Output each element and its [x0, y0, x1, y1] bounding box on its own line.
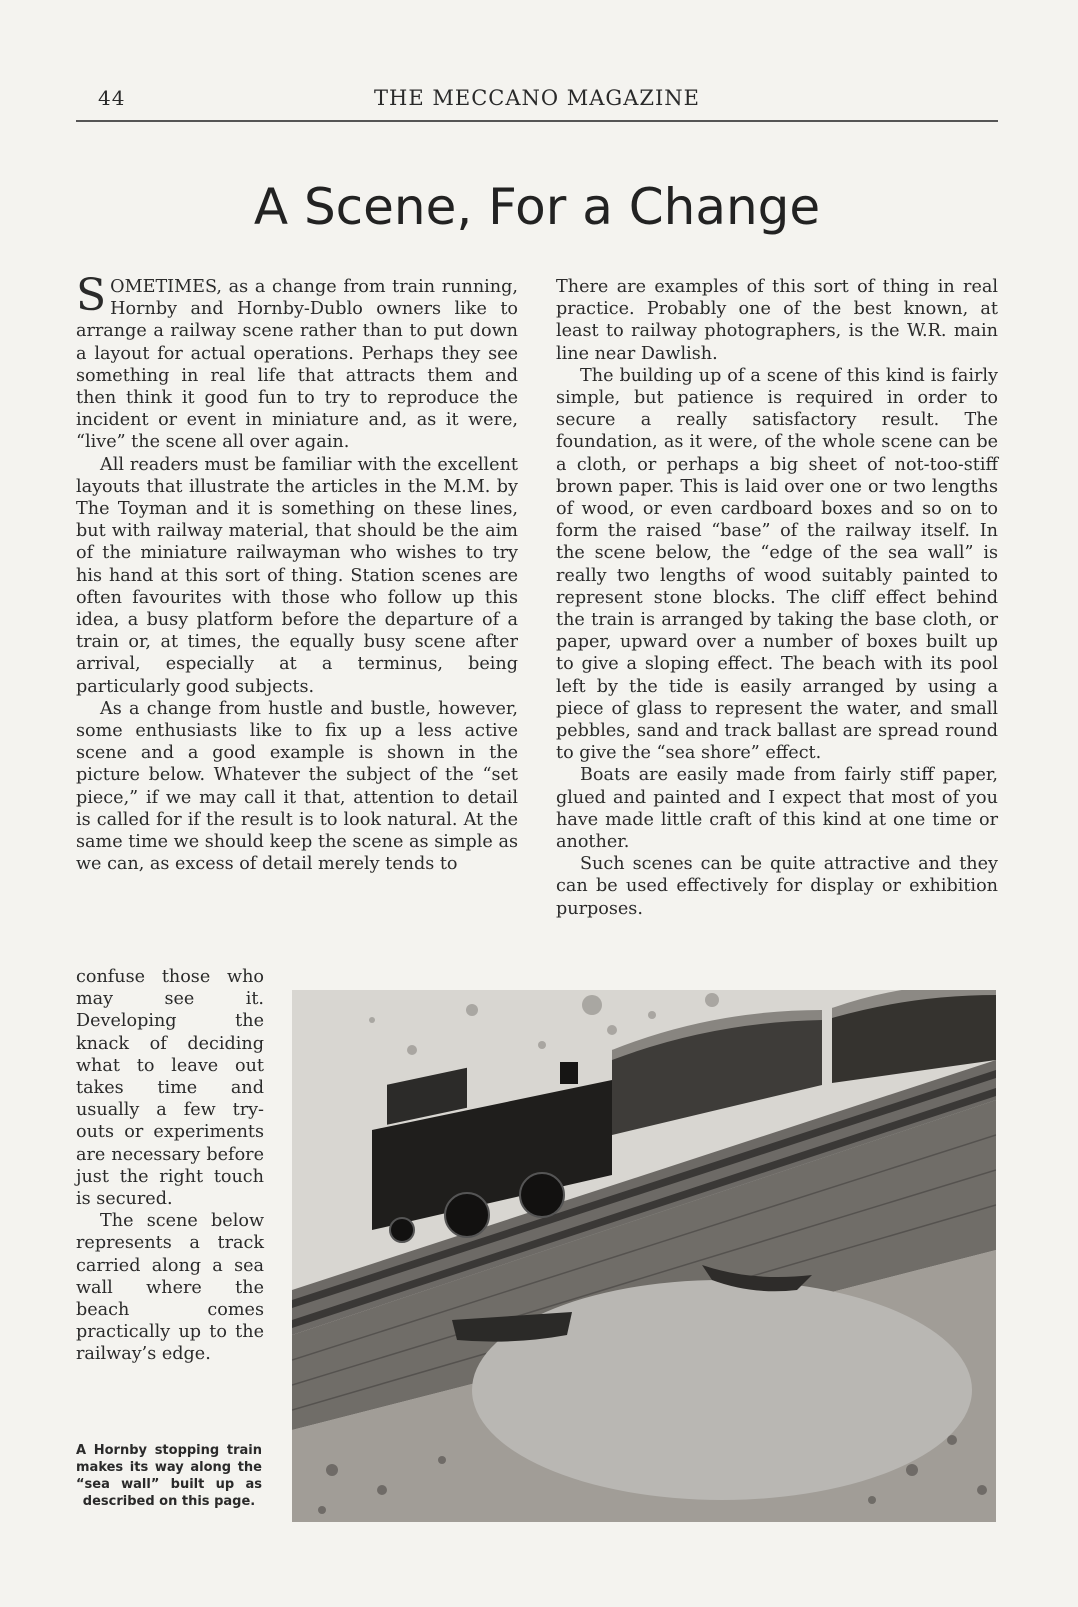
photo-caption: A Hornby stopping train makes its way along the “sea wall” built up as described on this page.: [76, 1443, 262, 1509]
locomotive-wheel-2: [520, 1173, 564, 1217]
article-title: A Scene, For a Change: [253, 178, 821, 236]
drop-cap: S: [76, 276, 107, 321]
paragraph-6: The building up of a scene of this kind is fairly simple, but patience is required in order to secure a really satisfactory result. The foundation, as it were, of the whole scene can be a cloth, or perhaps a big sheet of not-too-stiff brown paper. This is laid over one or two lengths of wood, or even cardboard boxes and so on to form the raised “base” of the railway itself. In the scene below, the “edge of the sea wall” is really two lengths of wood suitably painted to represent stone blocks. The cliff effect behind the train is arranged by taking the base cloth, or paper, upward over a number of boxes built up to give a sloping effect. The beach with its pool left by the tide is easily arranged by using a piece of glass to represent the water, and small pebbles, sand and track ballast are spread round to give the “sea shore” effect.: [556, 365, 998, 764]
paragraph-4: The scene below represents a track carried along a sea wall where the beach comes practically up to the railway’s edge.: [76, 1211, 264, 1365]
locomotive-wheel-3: [390, 1218, 414, 1242]
train-photo: [292, 990, 996, 1522]
paragraph-2: All readers must be familiar with the excellent layouts that illustrate the articles in the M.M. by The Toyman and it is something on these lines, but with railway material, that should be the aim of the miniature railwayman who wishes to try his hand at this sort of thing. Station scenes are often favourites with those who follow up this idea, a busy platform before the departure of a train or, at times, the equally busy scene after arrival, especially at a terminus, being particularly good subjects.: [76, 454, 518, 697]
right-column: [556, 276, 998, 920]
locomotive-wheel-1: [445, 1193, 489, 1237]
paragraph-7: Boats are easily made from fairly stiff paper, glued and painted and I expect that most of you have made little craft of this kind at one time or another.: [556, 765, 998, 853]
locomotive-chimney: [560, 1062, 578, 1084]
page-number: 44: [98, 86, 126, 110]
paragraph-3-continued: confuse those who may see it. Developing the knack of deciding what to leave out takes time and usually a few try-outs or experiments are necessary before just the right touch is secured.: [76, 967, 264, 1210]
magazine-title: THE MECCANO MAGAZINE: [374, 86, 700, 110]
paragraph-3: As a change from hustle and bustle, however, some enthusiasts like to fix up a less active scene and a good example is shown in the picture below. Whatever the subject of the “set piece,” if we may call it that, attention to detail is called for if the result is to look natural. At the same time we should keep the scene as simple as we can, as excess of detail merely tends to: [76, 698, 518, 875]
tide-pool: [472, 1280, 972, 1500]
paragraph-1: [76, 276, 518, 454]
paragraph-1-text: OMETIMES, as a change from train running, Hornby and Hornby-Dublo owners like to arrange a railway scene rather than to put down a layout for actual operations. Perhaps they see something in real life that attracts them and then think it good fun to try to reproduce the incident or event in miniature and, as it were, “live” the scene all over again.: [76, 277, 518, 453]
page-header: [76, 86, 998, 122]
narrow-column: [76, 966, 264, 1366]
paragraph-5: There are examples of this sort of thing in real practice. Probably one of the best known, at least to railway photographers, is the W.R. main line near Dawlish.: [556, 277, 998, 364]
paragraph-8: Such scenes can be quite attractive and they can be used effectively for display or exhibition purposes.: [556, 854, 998, 919]
left-column: [76, 276, 518, 966]
